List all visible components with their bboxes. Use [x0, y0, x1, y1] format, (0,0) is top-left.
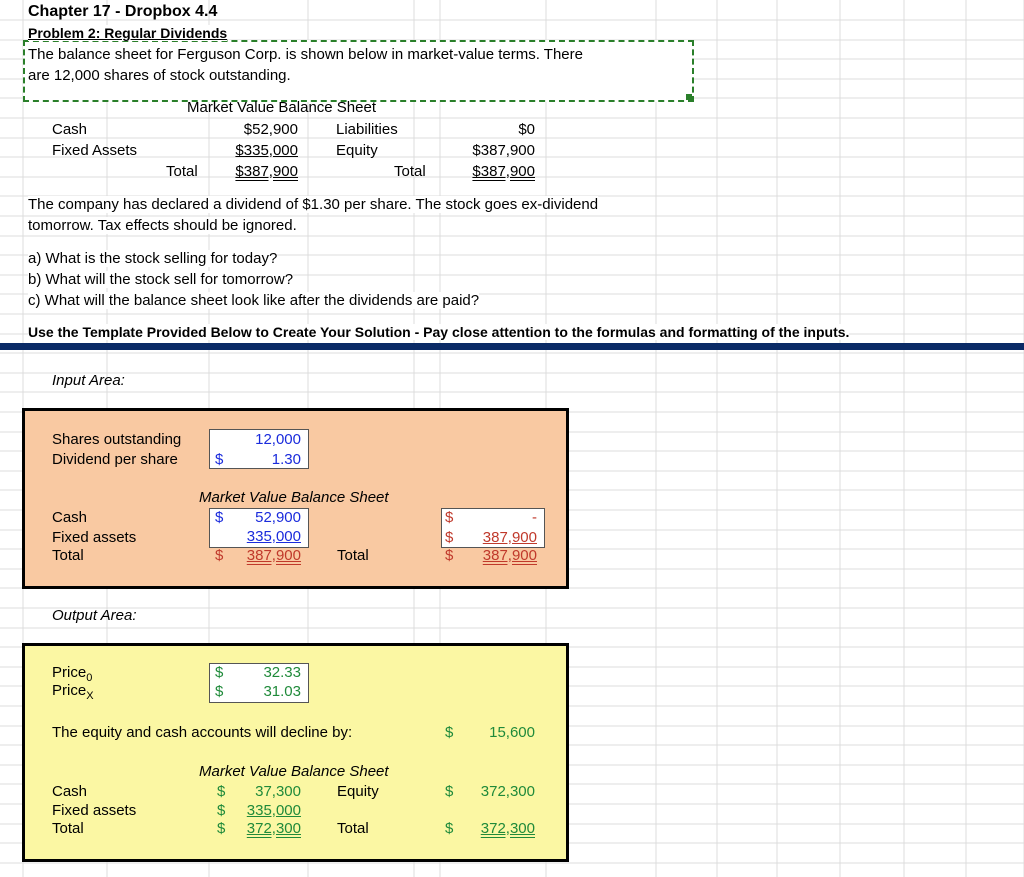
dps-value[interactable]: 1.30 [271, 451, 301, 468]
output-total-label: Total [52, 820, 84, 837]
chapter-title: Chapter 17 - Dropbox 4.4 [28, 3, 218, 20]
bs-cash-label: Cash [52, 121, 88, 138]
input-total2-value: 387,900 [482, 547, 537, 564]
output-total2-currency: $ [445, 820, 454, 837]
dividend-line-1: The company has declared a dividend of $1.30 per share. The stock goes ex-dividend [28, 196, 599, 213]
input-total2-label: Total [337, 547, 369, 564]
input-liab-currency: $ [445, 509, 454, 526]
bs-total2-value: $387,900 [472, 163, 535, 180]
decline-label: The equity and cash accounts will decline by: [52, 724, 353, 741]
input-area-label: Input Area: [52, 372, 125, 389]
bs-liab-label: Liabilities [336, 121, 398, 138]
input-total-label: Total [52, 547, 84, 564]
decline-value[interactable]: 15,600 [489, 724, 535, 741]
output-equity-value[interactable]: 372,300 [480, 783, 535, 800]
output-fixed-label: Fixed assets [52, 802, 137, 819]
section-divider [0, 343, 1024, 350]
price0-currency: $ [215, 664, 224, 681]
bs-total-value: $387,900 [235, 163, 298, 180]
intro-line-2: are 12,000 shares of stock outstanding. [28, 67, 291, 84]
input-cash-label: Cash [52, 509, 88, 526]
bs-liab-value: $0 [518, 121, 535, 138]
intro-line-1: The balance sheet for Ferguson Corp. is shown below in market-value terms. There [28, 46, 583, 63]
input-liab-value[interactable]: - [532, 509, 537, 526]
bs-fixed-label: Fixed Assets [52, 142, 138, 159]
output-bs-title: Market Value Balance Sheet [199, 763, 389, 780]
dividend-line-2: tomorrow. Tax effects should be ignored. [28, 217, 297, 234]
pricex-value[interactable]: 31.03 [263, 683, 301, 700]
output-fixed-currency: $ [217, 802, 226, 819]
decline-currency: $ [445, 724, 454, 741]
shares-value[interactable]: 12,000 [255, 431, 301, 448]
pricex-label: Price$_X$ [52, 682, 94, 702]
bs-equity-value: $387,900 [472, 142, 535, 159]
price0-value[interactable]: 32.33 [263, 664, 301, 681]
input-cash-value[interactable]: 52,900 [255, 509, 301, 526]
input-total-currency: $ [215, 547, 224, 564]
output-total-currency: $ [217, 820, 226, 837]
input-total-value: 387,900 [246, 547, 301, 564]
bs-equity-label: Equity [336, 142, 378, 159]
input-fixed-value[interactable]: 335,000 [246, 528, 301, 545]
input-total2-currency: $ [445, 547, 454, 564]
shares-label: Shares outstanding [52, 431, 182, 448]
question-a: a) What is the stock selling for today? [28, 250, 278, 267]
bs-total-label: Total [166, 163, 198, 180]
price0-label: Price$_0$ [52, 664, 93, 684]
input-equity-value[interactable]: 387,900 [482, 529, 537, 546]
instruction-text: Use the Template Provided Below to Create Your Solution - Pay close attention to the formulas and formatting of the inputs. [28, 324, 850, 340]
output-equity-currency: $ [445, 783, 454, 800]
output-total2-label: Total [337, 820, 369, 837]
output-equity-label: Equity [337, 783, 379, 800]
dps-currency: $ [215, 451, 224, 468]
input-bs-title: Market Value Balance Sheet [199, 489, 389, 506]
bs-cash-value: $52,900 [243, 121, 298, 138]
output-fixed-value[interactable]: 335,000 [246, 802, 301, 819]
dps-label: Dividend per share [52, 451, 178, 468]
output-cash-label: Cash [52, 783, 88, 800]
bs-total2-label: Total [394, 163, 426, 180]
fill-handle[interactable] [686, 94, 692, 100]
output-total-value[interactable]: 372,300 [246, 820, 301, 837]
output-total2-value[interactable]: 372,300 [480, 820, 535, 837]
input-cash-currency: $ [215, 509, 224, 526]
pricex-currency: $ [215, 683, 224, 700]
output-area-label: Output Area: [52, 607, 137, 624]
question-c: c) What will the balance sheet look like after the dividends are paid? [28, 292, 480, 309]
input-fixed-label: Fixed assets [52, 529, 137, 546]
question-b: b) What will the stock sell for tomorrow? [28, 271, 294, 288]
output-cash-value[interactable]: 37,300 [255, 783, 301, 800]
bs-title: Market Value Balance Sheet [187, 99, 377, 116]
bs-fixed-value: $335,000 [235, 142, 298, 159]
problem-title: Problem 2: Regular Dividends [28, 25, 228, 41]
output-cash-currency: $ [217, 783, 226, 800]
input-equity-currency: $ [445, 529, 454, 546]
